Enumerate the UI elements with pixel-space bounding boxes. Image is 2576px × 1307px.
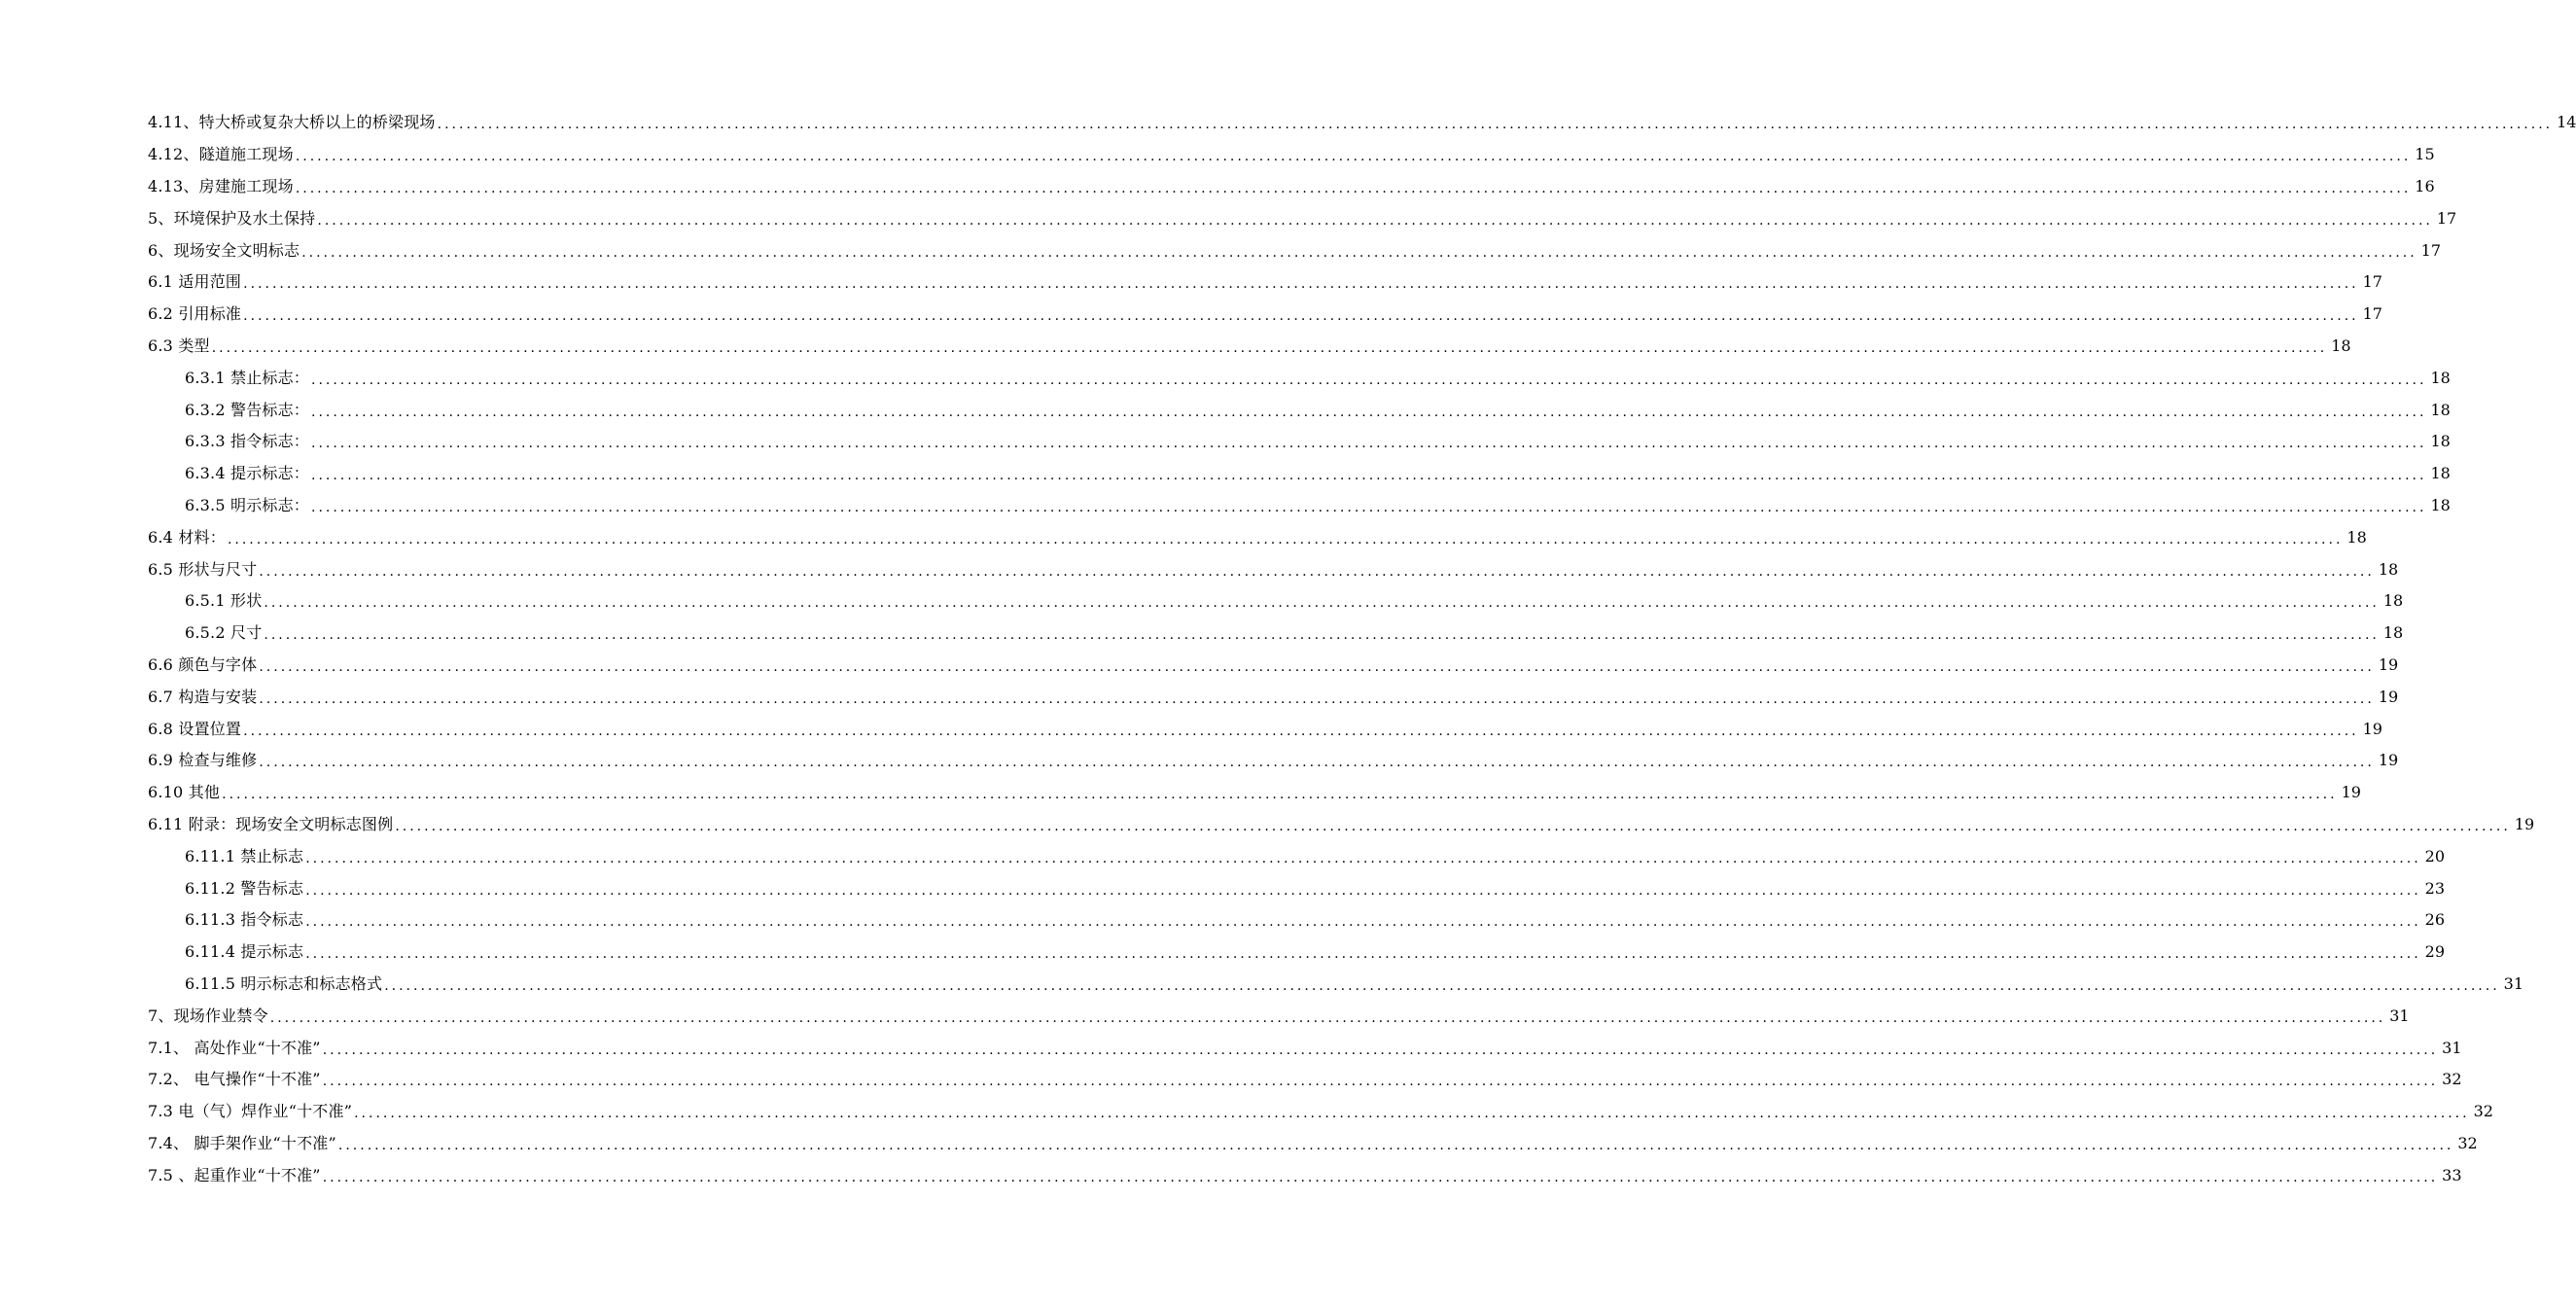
toc-entry-page: 18	[2430, 432, 2451, 451]
toc-entry-title: 6.5.2 尺寸	[185, 623, 263, 643]
toc-leader-dots: ....................................................................................................................................................................................................................................................................................................	[437, 117, 2554, 133]
toc-entry-page: 16	[2415, 176, 2435, 195]
toc-leader-dots: ....................................................................................................................................................................................................................................................................................................	[311, 371, 2427, 388]
toc-entry-page: 31	[2503, 973, 2524, 993]
toc-leader-dots: ....................................................................................................................................................................................................................................................................................................	[301, 244, 2417, 261]
toc-entry[interactable]	[0, 904, 2446, 936]
toc-entry[interactable]	[0, 681, 2399, 713]
toc-leader-dots: ....................................................................................................................................................................................................................................................................................................	[243, 723, 2359, 739]
toc-entry-title: 6.5 形状与尺寸	[148, 559, 258, 579]
toc-entry[interactable]	[0, 1032, 2462, 1064]
toc-entry[interactable]	[0, 426, 2451, 458]
toc-entry[interactable]	[0, 840, 2446, 872]
toc-entry-title: 6.9 检查与维修	[148, 751, 258, 770]
toc-entry[interactable]	[0, 266, 2382, 299]
toc-leader-dots: ....................................................................................................................................................................................................................................................................................................	[211, 339, 2328, 356]
toc-leader-dots: ....................................................................................................................................................................................................................................................................................................	[243, 276, 2359, 293]
toc-entry-title: 6.5.1 形状	[185, 591, 263, 611]
toc-entry[interactable]	[0, 650, 2399, 682]
toc-leader-dots: ....................................................................................................................................................................................................................................................................................................	[311, 404, 2427, 420]
toc-entry[interactable]	[0, 553, 2399, 585]
toc-leader-dots: ....................................................................................................................................................................................................................................................................................................	[384, 977, 2500, 994]
toc-leader-dots: ....................................................................................................................................................................................................................................................................................................	[295, 149, 2412, 165]
toc-leader-dots: ....................................................................................................................................................................................................................................................................................................	[264, 595, 2380, 612]
toc-entry-page: 17	[2420, 240, 2442, 260]
toc-leader-dots: ....................................................................................................................................................................................................................................................................................................	[259, 690, 2375, 707]
toc-entry[interactable]	[0, 299, 2382, 331]
toc-leader-dots: ....................................................................................................................................................................................................................................................................................................	[322, 1169, 2439, 1185]
toc-entry-page: 19	[2514, 814, 2535, 833]
toc-entry-page: 18	[2331, 336, 2351, 355]
toc-entry-title: 6.8 设置位置	[148, 719, 242, 738]
toc-entry-title: 6.11.3 指令标志	[185, 910, 304, 930]
toc-leader-dots: ....................................................................................................................................................................................................................................................................................................	[264, 627, 2380, 644]
toc-leader-dots: ....................................................................................................................................................................................................................................................................................................	[227, 531, 2344, 548]
toc-entry-page: 14	[2557, 113, 2576, 132]
toc-entry-title: 6.11.5 明示标志和标志格式	[185, 973, 383, 993]
toc-entry-page: 19	[2378, 751, 2399, 770]
toc-entry-title: 4.11、特大桥或复杂大桥以上的桥梁现场	[148, 113, 436, 132]
toc-leader-dots: ....................................................................................................................................................................................................................................................................................................	[222, 787, 2338, 803]
toc-entry[interactable]	[0, 872, 2446, 904]
toc-entry-page: 18	[2430, 400, 2451, 419]
toc-entry[interactable]	[0, 490, 2451, 522]
toc-leader-dots: ....................................................................................................................................................................................................................................................................................................	[322, 1042, 2439, 1058]
toc-entry[interactable]	[0, 331, 2351, 363]
toc-entry-page: 17	[2362, 272, 2382, 292]
toc-entry[interactable]	[0, 713, 2382, 745]
toc-entry-title: 6.4 材料：	[148, 527, 226, 547]
toc-entry-page: 26	[2424, 910, 2446, 930]
toc-entry-title: 6.11 附录：现场安全文明标志图例	[148, 814, 394, 833]
toc-entry[interactable]	[0, 139, 2435, 171]
toc-entry-page: 19	[2378, 654, 2399, 674]
toc-entry-title: 5、环境保护及水土保持	[148, 208, 316, 228]
toc-leader-dots: ....................................................................................................................................................................................................................................................................................................	[259, 658, 2375, 675]
toc-leader-dots: ....................................................................................................................................................................................................................................................................................................	[295, 180, 2412, 196]
toc-leader-dots: ....................................................................................................................................................................................................................................................................................................	[305, 850, 2421, 866]
toc-entry[interactable]	[0, 234, 2442, 266]
toc-entry-page: 18	[2382, 623, 2404, 643]
toc-leader-dots: ....................................................................................................................................................................................................................................................................................................	[259, 755, 2375, 771]
toc-entry-page: 17	[2436, 208, 2457, 228]
toc-entry-page: 18	[2430, 368, 2451, 387]
toc-entry-title: 6.2 引用标准	[148, 304, 242, 324]
toc-entry-title: 6.1 适用范围	[148, 272, 242, 292]
toc-leader-dots: ....................................................................................................................................................................................................................................................................................................	[259, 563, 2375, 580]
toc-entry[interactable]	[0, 521, 2367, 553]
toc-leader-dots: ....................................................................................................................................................................................................................................................................................................	[354, 1106, 2470, 1122]
toc-entry[interactable]	[0, 362, 2451, 394]
toc-entry[interactable]	[0, 936, 2446, 969]
toc-entry-page: 19	[2341, 783, 2361, 802]
toc-entry-title: 6.3.3 指令标志：	[185, 432, 309, 451]
toc-entry[interactable]	[0, 202, 2457, 234]
toc-leader-dots: ....................................................................................................................................................................................................................................................................................................	[395, 818, 2511, 834]
toc-entry-page: 29	[2424, 942, 2446, 962]
toc-entry[interactable]	[0, 394, 2451, 426]
toc-entry[interactable]	[0, 1000, 2410, 1032]
toc-leader-dots: ....................................................................................................................................................................................................................................................................................................	[305, 946, 2421, 963]
toc-entry-page: 15	[2415, 145, 2435, 164]
toc-entry[interactable]	[0, 745, 2399, 777]
toc-leader-dots: ....................................................................................................................................................................................................................................................................................................	[317, 212, 2433, 229]
toc-entry-title: 6.3.2 警告标志：	[185, 400, 309, 419]
toc-leader-dots: ....................................................................................................................................................................................................................................................................................................	[322, 1074, 2439, 1090]
toc-entry-title: 4.12、隧道施工现场	[148, 145, 294, 164]
table-of-contents	[0, 107, 2576, 1191]
toc-entry-page: 31	[2442, 1038, 2462, 1057]
toc-entry[interactable]	[0, 1128, 2478, 1160]
toc-entry-page: 23	[2424, 878, 2446, 898]
toc-entry-title: 6.11.2 警告标志	[185, 878, 304, 898]
toc-entry[interactable]	[0, 618, 2404, 650]
toc-entry[interactable]	[0, 969, 2524, 1001]
toc-entry-page: 31	[2389, 1006, 2410, 1025]
toc-entry-page: 32	[2457, 1133, 2478, 1152]
toc-leader-dots: ....................................................................................................................................................................................................................................................................................................	[311, 468, 2427, 484]
toc-entry-title: 7.5 、起重作业“十不准”	[148, 1165, 321, 1184]
toc-entry-title: 6.10 其他	[148, 783, 221, 802]
toc-entry[interactable]	[0, 1159, 2462, 1191]
toc-entry-page: 32	[2473, 1102, 2493, 1121]
toc-entry[interactable]	[0, 171, 2435, 203]
toc-entry[interactable]	[0, 1096, 2493, 1128]
toc-entry-title: 7.4、 脚手架作业“十不准”	[148, 1133, 336, 1152]
toc-entry-page: 20	[2424, 846, 2446, 865]
toc-entry[interactable]	[0, 458, 2451, 490]
toc-entry-page: 18	[2347, 527, 2367, 547]
toc-leader-dots: ....................................................................................................................................................................................................................................................................................................	[311, 436, 2427, 452]
toc-leader-dots: ....................................................................................................................................................................................................................................................................................................	[305, 914, 2421, 931]
toc-entry-page: 19	[2362, 719, 2382, 738]
toc-entry[interactable]	[0, 777, 2361, 809]
toc-entry-title: 6.6 颜色与字体	[148, 654, 258, 674]
toc-entry-title: 7.3 电（气）焊作业“十不准”	[148, 1102, 353, 1121]
toc-entry-title: 6.3 类型	[148, 336, 210, 355]
toc-entry-title: 6、现场安全文明标志	[148, 240, 300, 260]
toc-entry-title: 7.1、 高处作业“十不准”	[148, 1038, 321, 1057]
toc-entry-page: 18	[2430, 464, 2451, 483]
toc-entry-title: 6.3.1 禁止标志：	[185, 368, 309, 387]
toc-entry-page: 19	[2378, 687, 2399, 706]
toc-leader-dots: ....................................................................................................................................................................................................................................................................................................	[337, 1137, 2454, 1153]
toc-leader-dots: ....................................................................................................................................................................................................................................................................................................	[305, 882, 2421, 899]
toc-entry-page: 33	[2442, 1165, 2462, 1184]
toc-entry[interactable]	[0, 585, 2404, 618]
toc-entry-title: 7.2、 电气操作“十不准”	[148, 1070, 321, 1089]
toc-entry[interactable]	[0, 1064, 2462, 1096]
toc-entry-page: 18	[2378, 559, 2399, 579]
toc-entry-title: 7、现场作业禁令	[148, 1006, 268, 1025]
toc-leader-dots: ....................................................................................................................................................................................................................................................................................................	[311, 499, 2427, 515]
toc-entry[interactable]	[0, 809, 2535, 841]
toc-entry-page: 18	[2382, 591, 2404, 611]
toc-entry-page: 32	[2442, 1070, 2462, 1089]
toc-entry-title: 4.13、房建施工现场	[148, 176, 294, 195]
toc-leader-dots: ....................................................................................................................................................................................................................................................................................................	[243, 308, 2359, 325]
toc-leader-dots: ....................................................................................................................................................................................................................................................................................................	[269, 1009, 2386, 1026]
toc-entry-title: 6.3.5 明示标志：	[185, 495, 309, 514]
toc-entry-page: 18	[2430, 495, 2451, 514]
toc-entry[interactable]	[0, 107, 2576, 139]
toc-entry-title: 6.3.4 提示标志：	[185, 464, 309, 483]
toc-entry-title: 6.7 构造与安装	[148, 687, 258, 706]
toc-entry-title: 6.11.4 提示标志	[185, 942, 304, 962]
toc-entry-page: 17	[2362, 304, 2382, 324]
toc-entry-title: 6.11.1 禁止标志	[185, 846, 304, 865]
